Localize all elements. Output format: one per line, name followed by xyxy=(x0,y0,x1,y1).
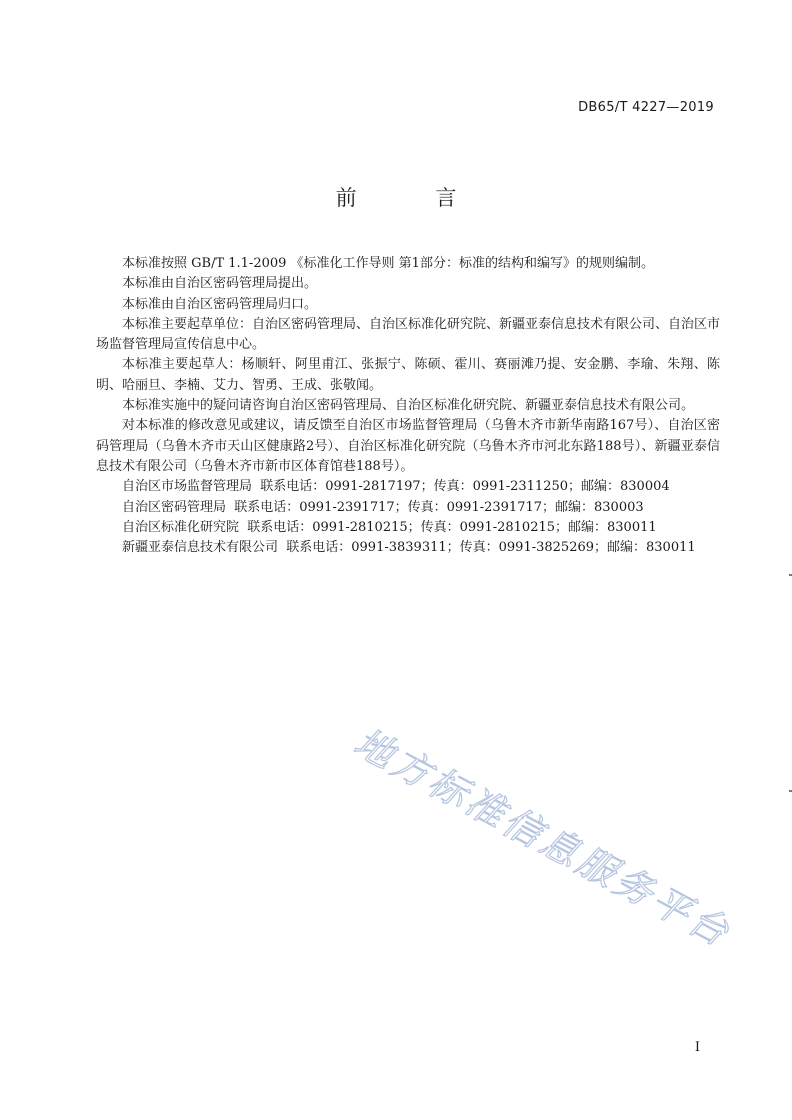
page-title: 前 言 xyxy=(335,186,493,210)
paragraph: 对本标准的修改意见或建议，请反馈至自治区市场监督管理局（乌鲁木齐市新华南路167号）、自治区密码管理局（乌鲁木齐市天山区健康路2号）、自治区标准化研究院（乌鲁木齐市河北东路188号）、新疆亚泰信息技术有限公司（乌鲁木齐市新市区体育馆巷188号）。 xyxy=(96,418,720,474)
contact-line: 自治区密码管理局 联系电话：0991-2391717；传真：0991-2391717；邮编：830003 xyxy=(122,499,644,515)
paragraph: 本标准主要起草单位：自治区密码管理局、自治区标准化研究院、新疆亚泰信息技术有限公司、自治区市场监督管理局宣传信息中心。 xyxy=(96,316,721,353)
page-number: I xyxy=(694,1040,700,1055)
paragraph: 本标准主要起草人：杨顺轩、阿里甫江、张振宁、陈硕、霍川、赛丽滩乃提、安金鹏、李瑜、朱翔、陈明、哈丽旦、李楠、艾力、智勇、王成、张敬闻。 xyxy=(96,357,720,393)
contact-line: 自治区市场监督管理局 联系电话：0991-2817197；传真：0991-2311250；邮编：830004 xyxy=(122,479,670,495)
paragraph: 本标准由自治区密码管理局归口。 xyxy=(122,296,318,312)
document-code: DB65/T 4227—2019 xyxy=(578,100,714,115)
document-body xyxy=(96,254,720,558)
paragraph: 本标准按照 GB/T 1.1-2009 《标准化工作导则 第1部分：标准的结构和编写》的规则编制。 xyxy=(122,256,654,271)
paragraph: 本标准由自治区密码管理局提出。 xyxy=(122,276,318,292)
paragraph: 本标准实施中的疑问请咨询自治区密码管理局、自治区标准化研究院、新疆亚泰信息技术有限公司。 xyxy=(122,398,695,414)
contact-line: 自治区标准化研究院 联系电话：0991-2810215；传真：0991-2810215；邮编：830011 xyxy=(122,519,657,535)
contact-line: 新疆亚泰信息技术有限公司 联系电话：0991-3839311；传真：0991-3825269；邮编：830011 xyxy=(122,540,696,556)
watermark: 地方标准信息服务平台 xyxy=(347,719,739,956)
